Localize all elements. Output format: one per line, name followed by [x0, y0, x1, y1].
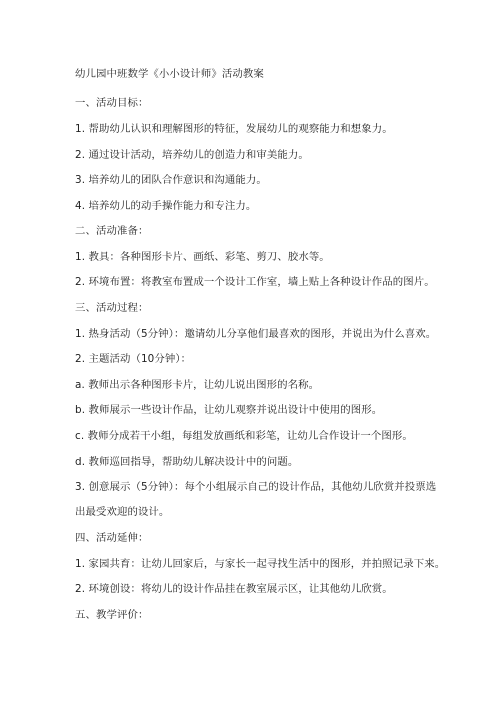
preparation-item: 1. 教具：各种图形卡片、画纸、彩笔、剪刀、胶水等。 — [75, 251, 330, 263]
goal-item: 2. 通过设计活动，培养幼儿的创造力和审美能力。 — [75, 149, 309, 161]
document-title: 幼儿园中班数学《小小设计师》活动教案 — [75, 68, 264, 80]
process-subitem: d. 教师巡回指导，帮助幼儿解决设计中的问题。 — [75, 456, 299, 468]
goal-item: 1. 帮助幼儿认识和理解图形的特征，发展幼儿的观察能力和想象力。 — [75, 123, 393, 135]
extension-item: 1. 家园共育：让幼儿回家后，与家长一起寻找生活中的图形，并拍照记录下来。 — [75, 558, 446, 570]
process-subitem: c. 教师分成若干小组，每组发放画纸和彩笔，让幼儿合作设计一个图形。 — [75, 430, 413, 442]
extension-item: 2. 环境创设：将幼儿的设计作品挂在教室展示区，让其他幼儿欣赏。 — [75, 583, 393, 595]
section-heading-preparation: 二、活动准备： — [75, 225, 149, 237]
process-subitem: b. 教师展示一些设计作品，让幼儿观察并说出设计中使用的图形。 — [75, 404, 383, 416]
section-heading-goals: 一、活动目标： — [75, 97, 149, 109]
process-item: 1. 热身活动（5分钟）：邀请幼儿分享他们最喜欢的图形，并说出为什么喜欢。 — [75, 328, 437, 340]
goal-item: 4. 培养幼儿的动手操作能力和专注力。 — [75, 200, 257, 212]
section-heading-extension: 四、活动延伸： — [75, 532, 149, 544]
process-subitem: a. 教师出示各种图形卡片，让幼儿说出图形的名称。 — [75, 379, 320, 391]
goal-item: 3. 培养幼儿的团队合作意识和沟通能力。 — [75, 174, 267, 186]
section-heading-evaluation: 五、教学评价： — [75, 609, 149, 621]
preparation-item: 2. 环境布置：将教室布置成一个设计工作室，墙上贴上各种设计作品的图片。 — [75, 276, 435, 288]
section-heading-process: 三、活动过程： — [75, 302, 149, 314]
process-item: 2. 主题活动（10分钟）： — [75, 353, 192, 365]
process-item: 3. 创意展示（5分钟）：每个小组展示自己的设计作品，其他幼儿欣赏并投票选 — [75, 481, 437, 493]
process-item-continuation: 出最受欢迎的设计。 — [75, 506, 170, 518]
